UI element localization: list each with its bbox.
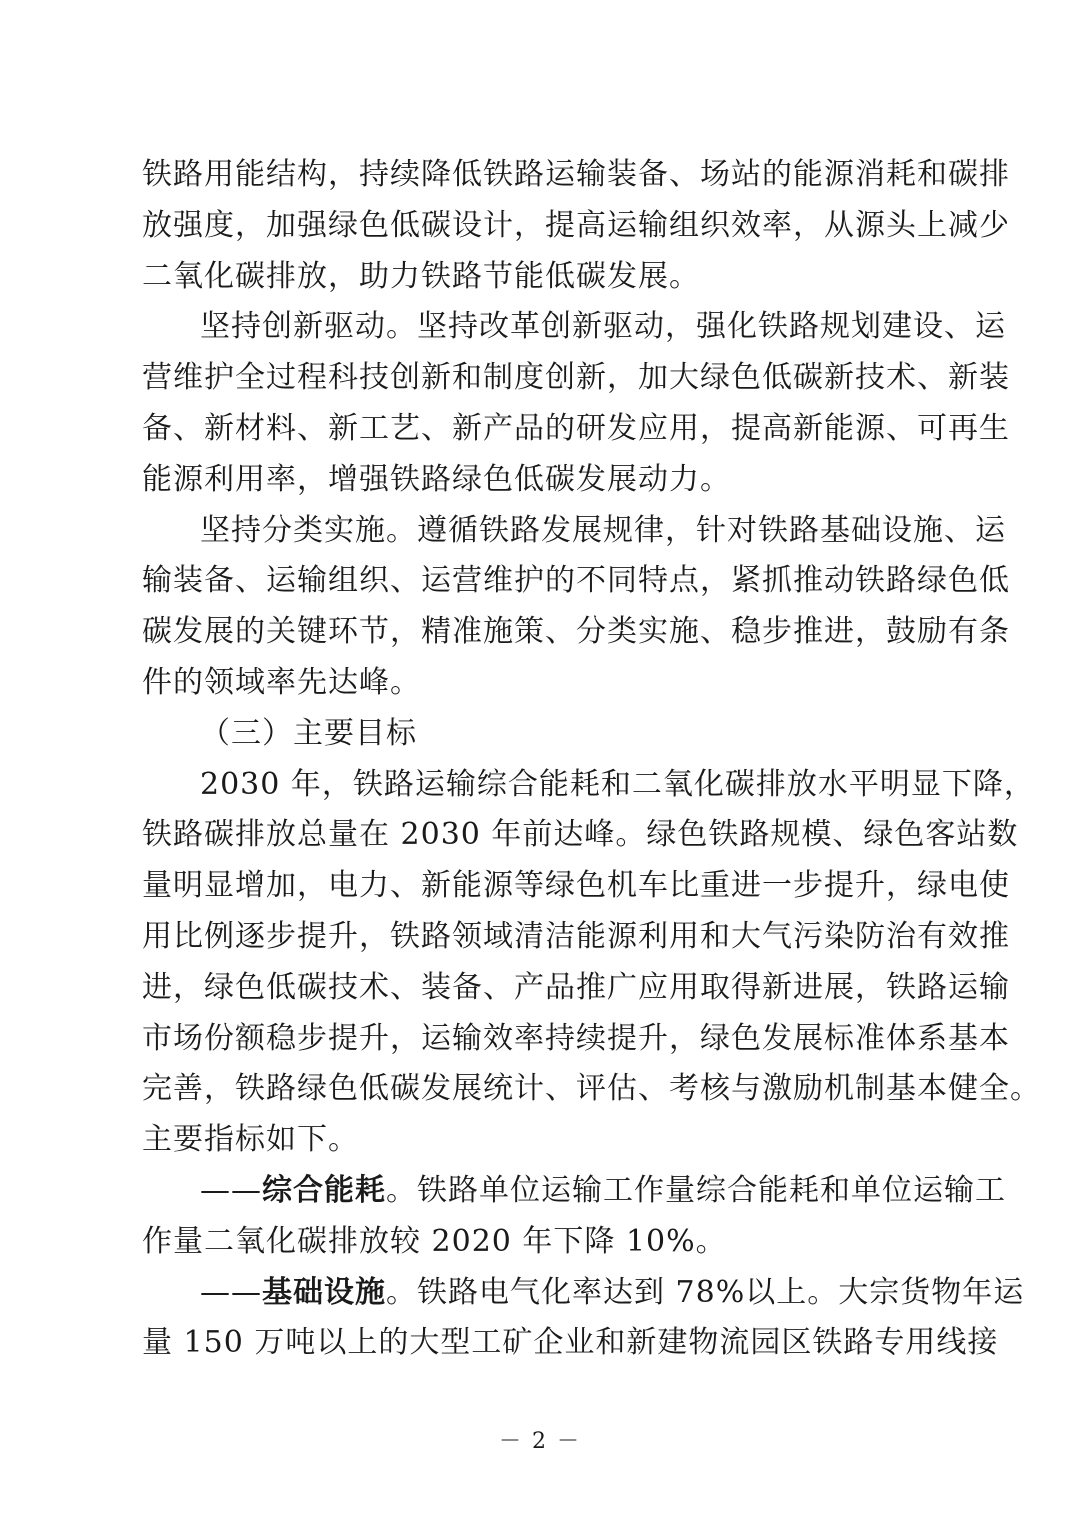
paragraph-line: 二氧化碳排放，助力铁路节能低碳发展。 — [142, 258, 700, 294]
indicator-title: 基础设施 — [262, 1274, 386, 1310]
indicator-dash: —— — [200, 1274, 262, 1310]
indicator-dash: —— — [200, 1172, 262, 1208]
paragraph-line: 量明显增加，电力、新能源等绿色机车比重进一步提升，绿电使 — [142, 868, 1010, 904]
paragraph-line: 碳发展的关键环节，精准施策、分类实施、稳步推进，鼓励有条 — [142, 614, 1010, 650]
paragraph-line: 用比例逐步提升，铁路领域清洁能源利用和大气污染防治有效推 — [142, 918, 1010, 954]
indicator-title: 综合能耗 — [262, 1172, 386, 1208]
indicator-line — [142, 1268, 1025, 1319]
paragraph-line: 铁路用能结构，持续降低铁路运输装备、场站的能源消耗和碳排 — [142, 157, 1010, 192]
paragraph-line: 营维护全过程科技创新和制度创新，加大绿色低碳新技术、新装 — [142, 360, 1010, 396]
paragraph-line: 量 150 万吨以上的大型工矿企业和新建物流园区铁路专用线接 — [142, 1325, 999, 1361]
paragraph-line: 能源利用率，增强铁路绿色低碳发展动力。 — [142, 461, 731, 497]
paragraph-line: 2030 年，铁路运输综合能耗和二氧化碳排放水平明显下降， — [200, 766, 1035, 802]
section-heading: （三）主要目标 — [200, 715, 417, 751]
paragraph-line: 市场份额稳步提升，运输效率持续提升，绿色发展标准体系基本 — [142, 1020, 1010, 1056]
paragraph-line: 放强度，加强绿色低碳设计，提高运输组织效率，从源头上减少 — [142, 207, 1010, 243]
paragraph-line: 坚持分类实施。遵循铁路发展规律，针对铁路基础设施、运 — [200, 512, 1006, 548]
paragraph-line: 坚持创新驱动。坚持改革创新驱动，强化铁路规划建设、运 — [200, 309, 1006, 345]
indicator-line — [142, 1166, 1006, 1217]
paragraph-line: 输装备、运输组织、运营维护的不同特点，紧抓推动铁路绿色低 — [142, 563, 1010, 599]
body-text — [142, 150, 1041, 1369]
paragraph-line: 进，绿色低碳技术、装备、产品推广应用取得新进展，铁路运输 — [142, 969, 1010, 1005]
paragraph-line: 件的领域率先达峰。 — [142, 664, 421, 700]
paragraph-line: 备、新材料、新工艺、新产品的研发应用，提高新能源、可再生 — [142, 410, 1010, 446]
page-number: － 2 － — [499, 1429, 581, 1454]
paragraph-line: 作量二氧化碳排放较 2020 年下降 10%。 — [142, 1223, 727, 1259]
indicator-text: 。铁路单位运输工作量综合能耗和单位运输工 — [386, 1172, 1006, 1208]
paragraph-line: 完善，铁路绿色低碳发展统计、评估、考核与激励机制基本健全。 — [142, 1071, 1041, 1107]
paragraph-line: 主要指标如下。 — [142, 1122, 359, 1158]
indicator-text: 。铁路电气化率达到 78%以上。大宗货物年运 — [386, 1274, 1025, 1310]
paragraph-line: 铁路碳排放总量在 2030 年前达峰。绿色铁路规模、绿色客站数 — [142, 817, 1019, 853]
